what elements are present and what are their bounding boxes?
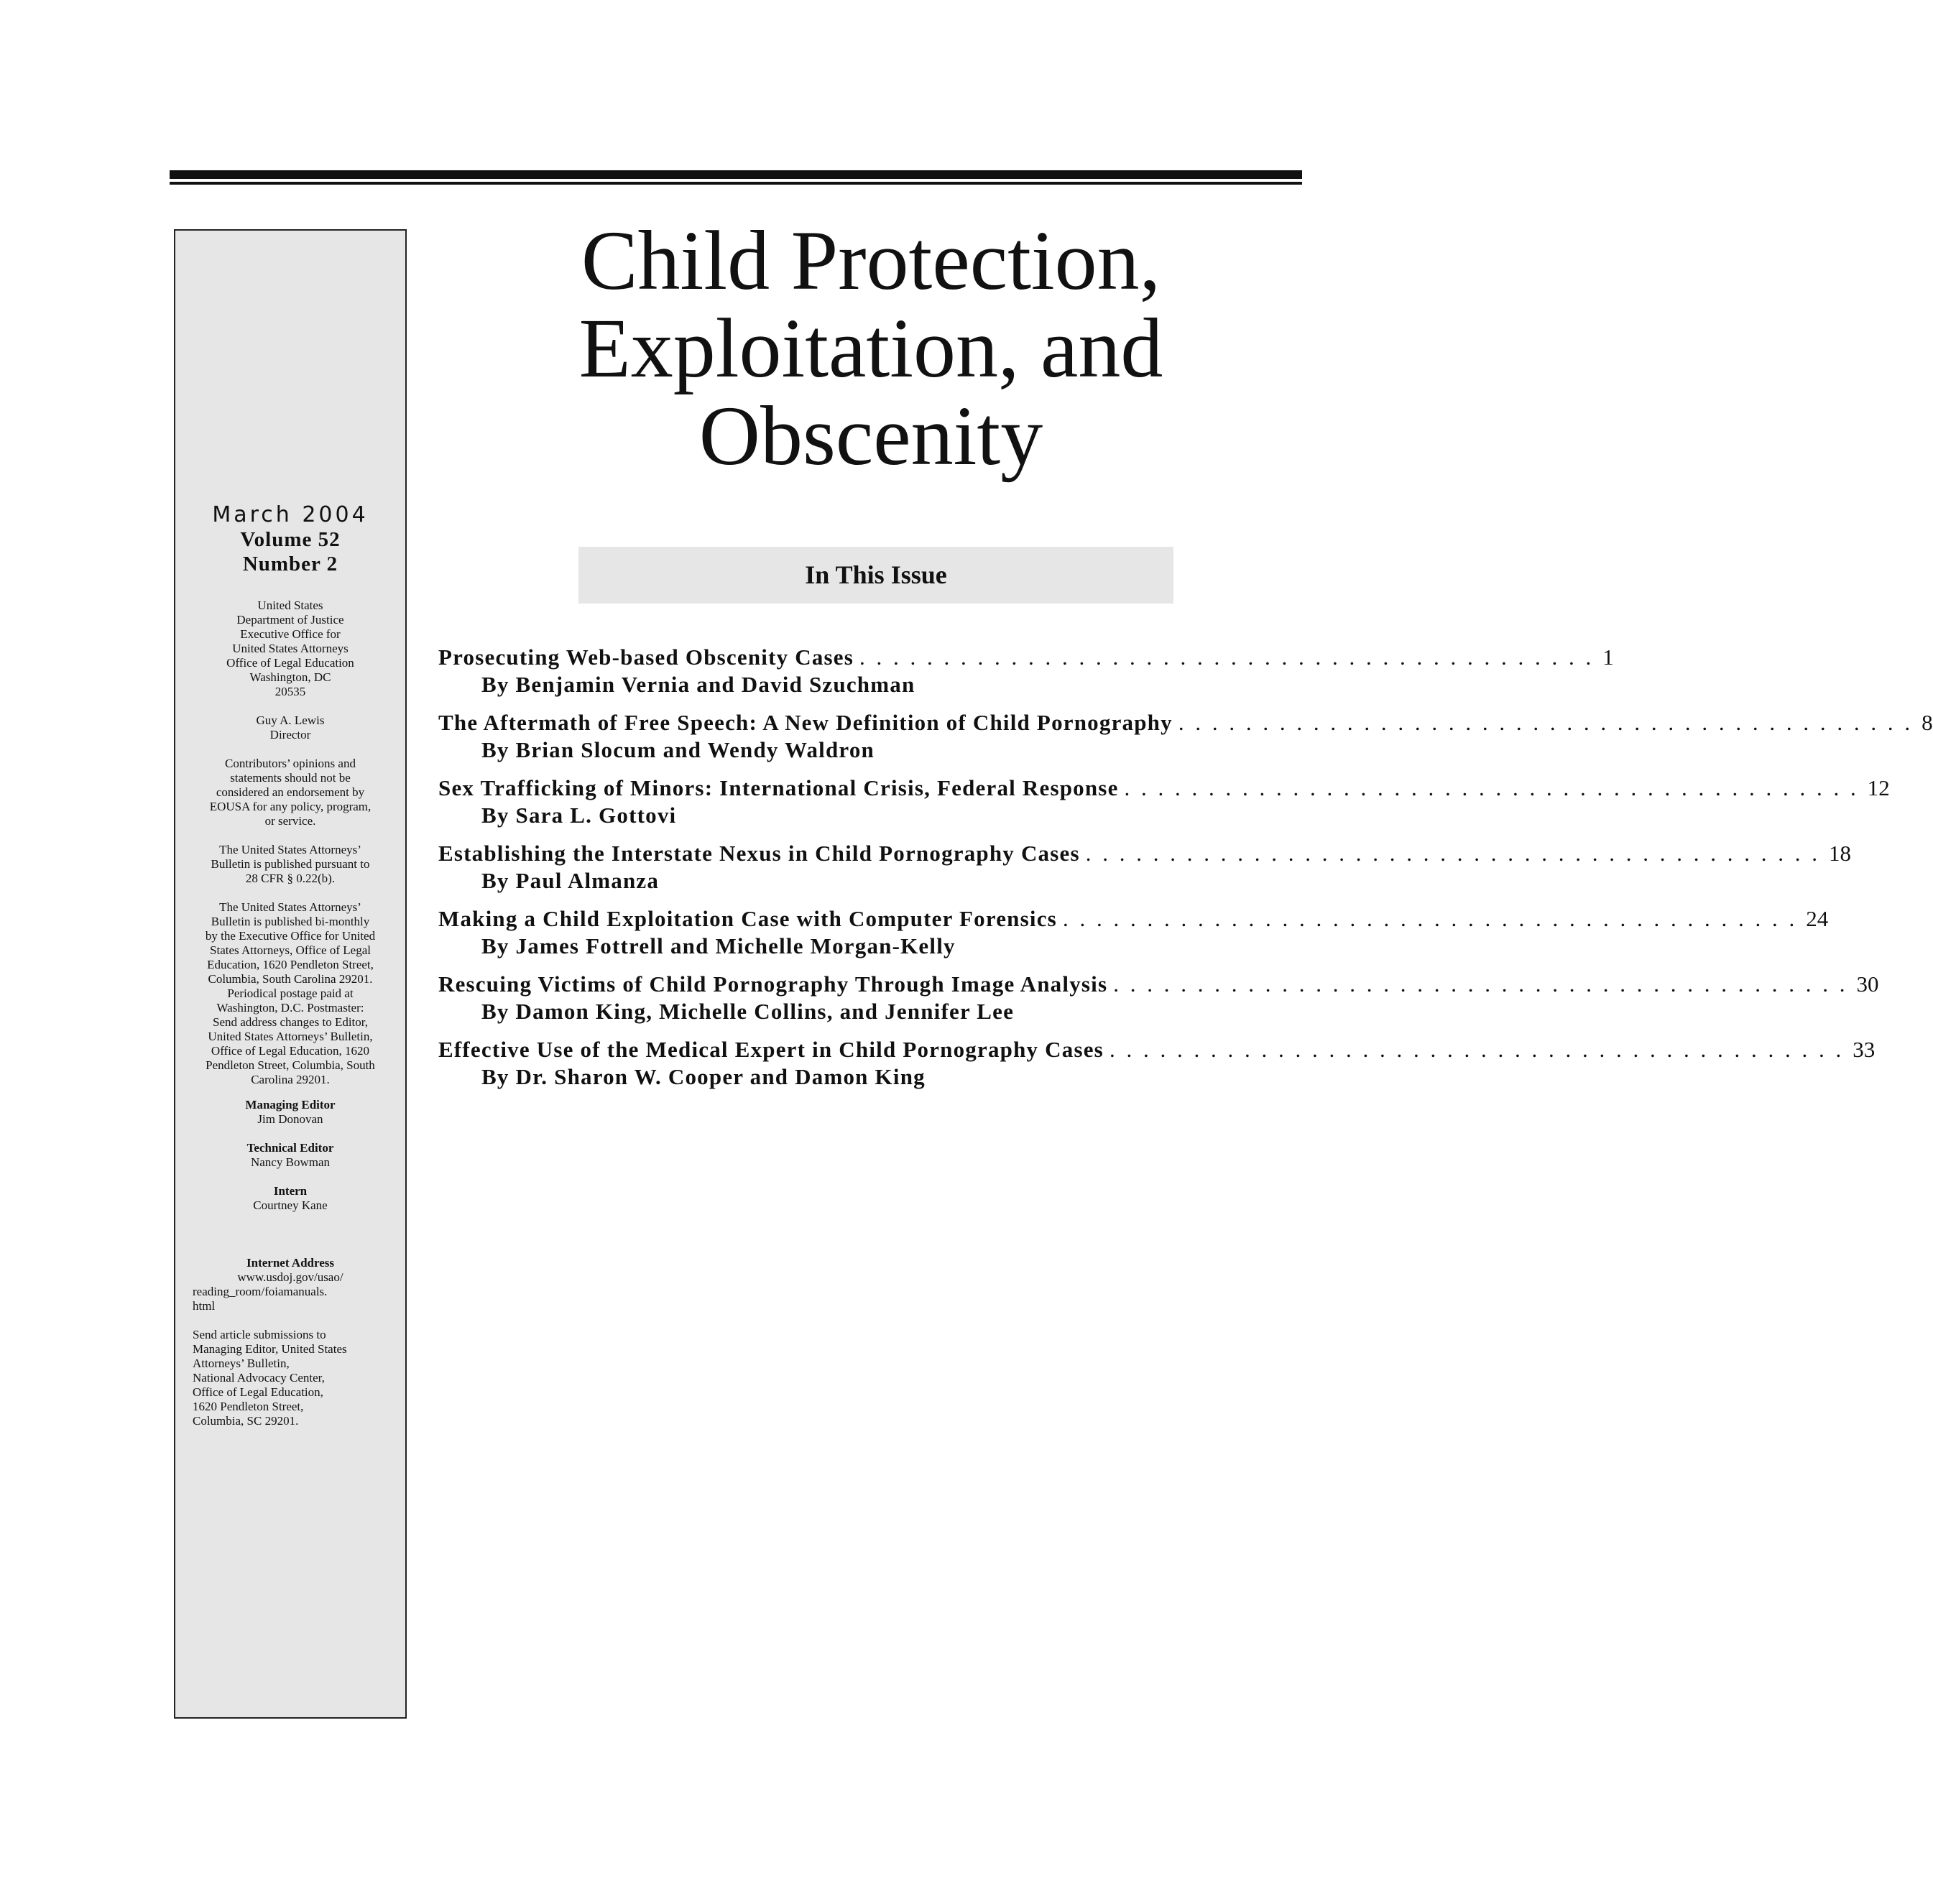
toc-entry-page: 12 <box>1867 775 1890 800</box>
toc-entry-author: By Paul Almanza <box>481 868 660 893</box>
toc-entry[interactable] <box>438 1037 1876 1102</box>
masthead-sidebar <box>174 229 407 1719</box>
toc-entry[interactable] <box>438 644 1614 710</box>
publisher-address: United States Department of Justice Executive Office for United States Attorneys Office of Legal Education Washington, DC 20535 <box>226 599 354 698</box>
toc-leader-dots: . . . . . . . . . . . . . . . . . . . . . . . . . . . . . . . . . . . . . . . . . . . . <box>859 644 1595 670</box>
toc-entry-author: By James Fottrell and Michelle Morgan-Kelly <box>481 933 956 958</box>
technical-editor-credit: Technical Editor Nancy Bowman <box>246 1141 334 1169</box>
issue-volume: Volume 52 <box>240 528 341 551</box>
intern-credit: Intern Courtney Kane <box>253 1184 328 1212</box>
toc-entry-title: Sex Trafficking of Minors: International Crisis, Federal Response <box>438 775 1119 800</box>
toc-entry[interactable] <box>438 971 1879 1037</box>
toc-leader-dots: . . . . . . . . . . . . . . . . . . . . . . . . . . . . . . . . . . . . . . . . . . . . <box>1178 710 1914 735</box>
toc-entry-author: By Damon King, Michelle Collins, and Jennifer Lee <box>481 999 1015 1024</box>
toc-entry-page: 8 <box>1922 710 1933 735</box>
toc-entry-author: By Benjamin Vernia and David Szuchman <box>481 672 915 697</box>
internet-address: Internet Address www.usdoj.gov/usao/ <box>237 1256 343 1284</box>
toc-entry[interactable] <box>438 710 1933 775</box>
submission-instructions: Send article submissions to Managing Editor, United States Attorneys’ Bulletin, National Advocacy Center, Office of Legal Education, 1620 Pendleton Street, Columbia, SC 29201. <box>193 1328 347 1428</box>
toc-leader-dots: . . . . . . . . . . . . . . . . . . . . . . . . . . . . . . . . . . . . . . . . . . . . <box>1124 775 1859 800</box>
disclaimer-text: Contributors’ opinions and statements should not be considered an endorsement by EOUSA for any policy, program, or service. <box>209 757 372 828</box>
toc-entry[interactable] <box>438 906 1829 971</box>
toc-entry[interactable] <box>438 775 1890 841</box>
header-rule-thin <box>170 182 1302 185</box>
toc-leader-dots: . . . . . . . . . . . . . . . . . . . . . . . . . . . . . . . . . . . . . . . . . . . . <box>1062 906 1798 931</box>
toc-entry-page: 24 <box>1806 906 1829 931</box>
header-rule-thick <box>170 170 1302 179</box>
in-this-issue-heading: In This Issue <box>578 547 1173 604</box>
toc-entry-title: The Aftermath of Free Speech: A New Definition of Child Pornography <box>438 710 1173 735</box>
issue-title: Child Protection, Exploitation, and Obscenity <box>578 213 1163 483</box>
table-of-contents <box>438 644 1933 1102</box>
toc-entry-title: Prosecuting Web-based Obscenity Cases <box>438 644 854 670</box>
toc-leader-dots: . . . . . . . . . . . . . . . . . . . . . . . . . . . . . . . . . . . . . . . . . . . . <box>1113 971 1848 997</box>
director-credit: Guy A. Lewis Director <box>256 713 325 741</box>
toc-entry-page: 1 <box>1602 644 1614 670</box>
toc-entry-author: By Sara L. Gottovi <box>481 803 677 828</box>
toc-leader-dots: . . . . . . . . . . . . . . . . . . . . . . . . . . . . . . . . . . . . . . . . . . . . <box>1085 841 1820 866</box>
toc-entry-page: 30 <box>1856 971 1879 997</box>
toc-entry-title: Rescuing Victims of Child Pornography Through Image Analysis <box>438 971 1108 997</box>
toc-entry-title: Effective Use of the Medical Expert in Child Pornography Cases <box>438 1037 1104 1062</box>
managing-editor-credit: Managing Editor Jim Donovan <box>245 1098 336 1126</box>
toc-entry-author: By Brian Slocum and Wendy Waldron <box>481 737 875 762</box>
toc-entry-page: 33 <box>1853 1037 1876 1062</box>
toc-entry[interactable] <box>438 841 1851 906</box>
toc-leader-dots: . . . . . . . . . . . . . . . . . . . . . . . . . . . . . . . . . . . . . . . . . . . . <box>1109 1037 1845 1062</box>
publication-authority-text: The United States Attorneys’ Bulletin is published pursuant to 28 CFR § 0.22(b). <box>211 843 370 885</box>
issue-number: Number 2 <box>242 553 338 576</box>
toc-entry-page: 18 <box>1828 841 1851 866</box>
toc-entry-title: Making a Child Exploitation Case with Computer Forensics <box>438 906 1057 931</box>
toc-entry-title: Establishing the Interstate Nexus in Child Pornography Cases <box>438 841 1080 866</box>
toc-entry-author: By Dr. Sharon W. Cooper and Damon King <box>481 1064 926 1089</box>
internet-address-continued: reading_room/foiamanuals. html <box>193 1285 328 1313</box>
publication-details-text: The United States Attorneys’ Bulletin is published bi-monthly by the Executive Office for United States Attorneys, Office of Legal Education, 1620 Pendleton Street, Columbia, South Carolina 29201. Periodical postage paid at Washington, D.C. Postmaster: Send address changes to Editor, United States Attorneys’ Bulletin, Office of Legal Education, 1620 Pendleton Street, Columbia, South Carolina 29201. <box>205 900 376 1086</box>
issue-month: March 2004 <box>212 502 369 527</box>
